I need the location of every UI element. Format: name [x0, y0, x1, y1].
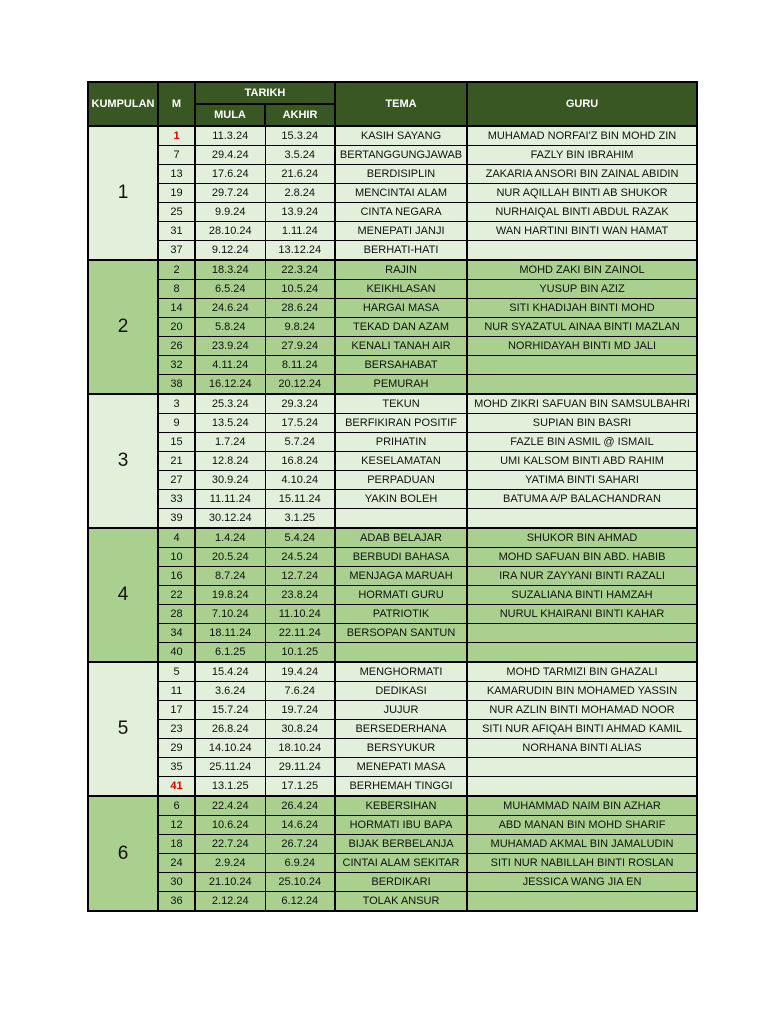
mula-cell: 21.10.24 — [195, 873, 265, 892]
tema-cell: PRIHATIN — [335, 433, 467, 452]
mula-cell: 17.6.24 — [195, 165, 265, 184]
mula-cell: 9.12.24 — [195, 241, 265, 261]
m-cell: 15 — [158, 433, 195, 452]
tema-cell: DEDIKASI — [335, 682, 467, 701]
table-row — [88, 548, 697, 567]
mula-cell: 7.10.24 — [195, 605, 265, 624]
guru-cell: MUHAMAD AKMAL BIN JAMALUDIN — [467, 835, 697, 854]
akhir-cell: 10.5.24 — [265, 280, 335, 299]
header-tema: TEMA — [335, 82, 467, 126]
table-row — [88, 682, 697, 701]
akhir-cell: 19.7.24 — [265, 701, 335, 720]
m-cell: 22 — [158, 586, 195, 605]
table-row — [88, 509, 697, 529]
m-cell: 8 — [158, 280, 195, 299]
guru-cell: MOHD ZIKRI SAFUAN BIN SAMSULBAHRI — [467, 394, 697, 414]
tema-cell: TEKUN — [335, 394, 467, 414]
guru-cell: SHUKOR BIN AHMAD — [467, 528, 697, 548]
akhir-cell: 25.10.24 — [265, 873, 335, 892]
guru-cell — [467, 643, 697, 663]
guru-cell — [467, 758, 697, 777]
header-tarikh: TARIKH — [195, 82, 335, 104]
table-row — [88, 433, 697, 452]
akhir-cell: 22.3.24 — [265, 260, 335, 280]
mula-cell: 20.5.24 — [195, 548, 265, 567]
kumpulan-cell: 3 — [88, 394, 158, 528]
table-row — [88, 643, 697, 663]
m-cell: 25 — [158, 203, 195, 222]
akhir-cell: 27.9.24 — [265, 337, 335, 356]
tema-cell: HORMATI IBU BAPA — [335, 816, 467, 835]
guru-cell: YUSUP BIN AZIZ — [467, 280, 697, 299]
table-row — [88, 701, 697, 720]
guru-cell: NURUL KHAIRANI BINTI KAHAR — [467, 605, 697, 624]
mula-cell: 15.4.24 — [195, 662, 265, 682]
mula-cell: 25.3.24 — [195, 394, 265, 414]
header-akhir: AKHIR — [265, 104, 335, 126]
table-row — [88, 528, 697, 548]
table-row — [88, 624, 697, 643]
header-mula: MULA — [195, 104, 265, 126]
m-cell: 12 — [158, 816, 195, 835]
table-row — [88, 720, 697, 739]
akhir-cell: 29.3.24 — [265, 394, 335, 414]
guru-cell: SITI NUR AFIQAH BINTI AHMAD KAMIL — [467, 720, 697, 739]
akhir-cell: 7.6.24 — [265, 682, 335, 701]
table-row — [88, 758, 697, 777]
mula-cell: 26.8.24 — [195, 720, 265, 739]
akhir-cell: 3.1.25 — [265, 509, 335, 529]
table-row — [88, 280, 697, 299]
table-row — [88, 299, 697, 318]
guru-cell: SUPIAN BIN BASRI — [467, 414, 697, 433]
akhir-cell: 4.10.24 — [265, 471, 335, 490]
tema-cell: BERSAHABAT — [335, 356, 467, 375]
guru-cell — [467, 777, 697, 797]
guru-cell: BATUMA A/P BALACHANDRAN — [467, 490, 697, 509]
tema-cell: KEBERSIHAN — [335, 796, 467, 816]
akhir-cell: 21.6.24 — [265, 165, 335, 184]
table-row — [88, 356, 697, 375]
table-row — [88, 146, 697, 165]
guru-cell: UMI KALSOM BINTI ABD RAHIM — [467, 452, 697, 471]
mula-cell: 22.4.24 — [195, 796, 265, 816]
header-guru: GURU — [467, 82, 697, 126]
guru-cell: FAZLE BIN ASMIL @ ISMAIL — [467, 433, 697, 452]
akhir-cell: 10.1.25 — [265, 643, 335, 663]
akhir-cell: 16.8.24 — [265, 452, 335, 471]
tema-cell: ADAB BELAJAR — [335, 528, 467, 548]
m-cell: 32 — [158, 356, 195, 375]
table-row — [88, 452, 697, 471]
guru-cell: JESSICA WANG JIA EN — [467, 873, 697, 892]
m-cell: 28 — [158, 605, 195, 624]
table-row — [88, 318, 697, 337]
mula-cell: 23.9.24 — [195, 337, 265, 356]
header-m: M — [158, 82, 195, 126]
guru-cell: MUHAMAD NORFAI'Z BIN MOHD ZIN — [467, 126, 697, 146]
m-cell: 14 — [158, 299, 195, 318]
mula-cell: 11.11.24 — [195, 490, 265, 509]
mula-cell: 13.1.25 — [195, 777, 265, 797]
guru-cell: IRA NUR ZAYYANI BINTI RAZALI — [467, 567, 697, 586]
tema-cell: MENCINTAI ALAM — [335, 184, 467, 203]
m-cell: 30 — [158, 873, 195, 892]
akhir-cell: 5.4.24 — [265, 528, 335, 548]
kumpulan-cell: 6 — [88, 796, 158, 911]
table-row — [88, 165, 697, 184]
akhir-cell: 17.5.24 — [265, 414, 335, 433]
tema-cell: HORMATI GURU — [335, 586, 467, 605]
guru-cell: WAN HARTINI BINTI WAN HAMAT — [467, 222, 697, 241]
guru-cell: FAZLY BIN IBRAHIM — [467, 146, 697, 165]
m-cell: 27 — [158, 471, 195, 490]
tema-cell: PATRIOTIK — [335, 605, 467, 624]
mula-cell: 11.3.24 — [195, 126, 265, 146]
m-cell: 4 — [158, 528, 195, 548]
mula-cell: 12.8.24 — [195, 452, 265, 471]
tema-cell: PERPADUAN — [335, 471, 467, 490]
table-row — [88, 241, 697, 261]
tema-cell: TEKAD DAN AZAM — [335, 318, 467, 337]
akhir-cell: 2.8.24 — [265, 184, 335, 203]
guru-cell: NURHAIQAL BINTI ABDUL RAZAK — [467, 203, 697, 222]
table-row — [88, 873, 697, 892]
akhir-cell: 24.5.24 — [265, 548, 335, 567]
akhir-cell: 13.9.24 — [265, 203, 335, 222]
akhir-cell: 26.4.24 — [265, 796, 335, 816]
m-cell: 33 — [158, 490, 195, 509]
guru-cell: ABD MANAN BIN MOHD SHARIF — [467, 816, 697, 835]
mula-cell: 19.8.24 — [195, 586, 265, 605]
table-row — [88, 184, 697, 203]
table-row — [88, 796, 697, 816]
mula-cell: 8.7.24 — [195, 567, 265, 586]
tema-cell: BERSYUKUR — [335, 739, 467, 758]
table-row — [88, 337, 697, 356]
m-cell: 19 — [158, 184, 195, 203]
tema-cell: BERBUDI BAHASA — [335, 548, 467, 567]
akhir-cell: 26.7.24 — [265, 835, 335, 854]
mula-cell: 3.6.24 — [195, 682, 265, 701]
tema-cell: MENGHORMATI — [335, 662, 467, 682]
m-cell: 39 — [158, 509, 195, 529]
tema-cell: BERDIKARI — [335, 873, 467, 892]
mula-cell: 18.11.24 — [195, 624, 265, 643]
table-row — [88, 835, 697, 854]
guru-cell — [467, 892, 697, 912]
guru-cell: SITI NUR NABILLAH BINTI ROSLAN — [467, 854, 697, 873]
akhir-cell: 1.11.24 — [265, 222, 335, 241]
mula-cell: 28.10.24 — [195, 222, 265, 241]
mula-cell: 18.3.24 — [195, 260, 265, 280]
m-cell: 10 — [158, 548, 195, 567]
akhir-cell: 22.11.24 — [265, 624, 335, 643]
tema-cell: KEIKHLASAN — [335, 280, 467, 299]
guru-cell: MOHD ZAKI BIN ZAINOL — [467, 260, 697, 280]
table-row — [88, 854, 697, 873]
mula-cell: 9.9.24 — [195, 203, 265, 222]
tema-cell: BERHEMAH TINGGI — [335, 777, 467, 797]
m-cell: 38 — [158, 375, 195, 395]
akhir-cell: 6.12.24 — [265, 892, 335, 912]
akhir-cell: 23.8.24 — [265, 586, 335, 605]
tema-cell: BERDISIPLIN — [335, 165, 467, 184]
tema-cell: BERHATI-HATI — [335, 241, 467, 261]
kumpulan-cell: 1 — [88, 126, 158, 260]
tema-cell: KENALI TANAH AIR — [335, 337, 467, 356]
table-row — [88, 739, 697, 758]
guru-cell: MUHAMMAD NAIM BIN AZHAR — [467, 796, 697, 816]
guru-cell: SUZALIANA BINTI HAMZAH — [467, 586, 697, 605]
m-cell: 35 — [158, 758, 195, 777]
tema-cell: JUJUR — [335, 701, 467, 720]
table-body — [88, 126, 697, 911]
m-cell: 23 — [158, 720, 195, 739]
tema-cell: MENJAGA MARUAH — [335, 567, 467, 586]
mula-cell: 2.9.24 — [195, 854, 265, 873]
mula-cell: 30.12.24 — [195, 509, 265, 529]
table-header — [88, 82, 697, 126]
m-cell: 16 — [158, 567, 195, 586]
mula-cell: 29.7.24 — [195, 184, 265, 203]
akhir-cell: 12.7.24 — [265, 567, 335, 586]
mula-cell: 10.6.24 — [195, 816, 265, 835]
mula-cell: 22.7.24 — [195, 835, 265, 854]
m-cell: 26 — [158, 337, 195, 356]
guru-cell: NORHANA BINTI ALIAS — [467, 739, 697, 758]
table-row — [88, 777, 697, 797]
mula-cell: 6.1.25 — [195, 643, 265, 663]
guru-cell — [467, 375, 697, 395]
header-kumpulan: KUMPULAN — [88, 82, 158, 126]
guru-cell: ZAKARIA ANSORI BIN ZAINAL ABIDIN — [467, 165, 697, 184]
tema-cell — [335, 509, 467, 529]
guru-cell: NUR AQILLAH BINTI AB SHUKOR — [467, 184, 697, 203]
table-row — [88, 260, 697, 280]
guru-cell: NUR AZLIN BINTI MOHAMAD NOOR — [467, 701, 697, 720]
akhir-cell: 15.3.24 — [265, 126, 335, 146]
guru-cell: YATIMA BINTI SAHARI — [467, 471, 697, 490]
tema-cell: BERTANGGUNGJAWAB — [335, 146, 467, 165]
guru-cell: NORHIDAYAH BINTI MD JALI — [467, 337, 697, 356]
mula-cell: 5.8.24 — [195, 318, 265, 337]
m-cell: 34 — [158, 624, 195, 643]
tema-cell: KASIH SAYANG — [335, 126, 467, 146]
akhir-cell: 3.5.24 — [265, 146, 335, 165]
m-cell: 31 — [158, 222, 195, 241]
mula-cell: 13.5.24 — [195, 414, 265, 433]
tema-cell: BERSOPAN SANTUN — [335, 624, 467, 643]
akhir-cell: 29.11.24 — [265, 758, 335, 777]
table-row — [88, 662, 697, 682]
schedule-table — [87, 81, 698, 912]
akhir-cell: 20.12.24 — [265, 375, 335, 395]
mula-cell: 14.10.24 — [195, 739, 265, 758]
m-cell: 7 — [158, 146, 195, 165]
akhir-cell: 9.8.24 — [265, 318, 335, 337]
akhir-cell: 11.10.24 — [265, 605, 335, 624]
kumpulan-cell: 5 — [88, 662, 158, 796]
table-row — [88, 375, 697, 395]
m-cell: 36 — [158, 892, 195, 912]
m-cell: 29 — [158, 739, 195, 758]
m-cell: 41 — [158, 777, 195, 797]
mula-cell: 4.11.24 — [195, 356, 265, 375]
tema-cell: KESELAMATAN — [335, 452, 467, 471]
m-cell: 18 — [158, 835, 195, 854]
tema-cell — [335, 643, 467, 663]
tema-cell: PEMURAH — [335, 375, 467, 395]
mula-cell: 24.6.24 — [195, 299, 265, 318]
tema-cell: MENEPATI MASA — [335, 758, 467, 777]
tema-cell: BIJAK BERBELANJA — [335, 835, 467, 854]
mula-cell: 30.9.24 — [195, 471, 265, 490]
m-cell: 11 — [158, 682, 195, 701]
akhir-cell: 13.12.24 — [265, 241, 335, 261]
m-cell: 2 — [158, 260, 195, 280]
guru-cell — [467, 241, 697, 261]
mula-cell: 2.12.24 — [195, 892, 265, 912]
akhir-cell: 28.6.24 — [265, 299, 335, 318]
table-row — [88, 414, 697, 433]
guru-cell — [467, 509, 697, 529]
tema-cell: CINTA NEGARA — [335, 203, 467, 222]
table-row — [88, 816, 697, 835]
m-cell: 1 — [158, 126, 195, 146]
m-cell: 24 — [158, 854, 195, 873]
kumpulan-cell: 2 — [88, 260, 158, 394]
table-row — [88, 567, 697, 586]
m-cell: 3 — [158, 394, 195, 414]
m-cell: 21 — [158, 452, 195, 471]
akhir-cell: 6.9.24 — [265, 854, 335, 873]
mula-cell: 1.4.24 — [195, 528, 265, 548]
tema-cell: RAJIN — [335, 260, 467, 280]
table-row — [88, 892, 697, 912]
m-cell: 17 — [158, 701, 195, 720]
m-cell: 13 — [158, 165, 195, 184]
akhir-cell: 5.7.24 — [265, 433, 335, 452]
tema-cell: CINTAI ALAM SEKITAR — [335, 854, 467, 873]
table-row — [88, 394, 697, 414]
tema-cell: BERFIKIRAN POSITIF — [335, 414, 467, 433]
mula-cell: 16.12.24 — [195, 375, 265, 395]
guru-cell: MOHD TARMIZI BIN GHAZALI — [467, 662, 697, 682]
tema-cell: MENEPATI JANJI — [335, 222, 467, 241]
kumpulan-cell: 4 — [88, 528, 158, 662]
akhir-cell: 30.8.24 — [265, 720, 335, 739]
akhir-cell: 14.6.24 — [265, 816, 335, 835]
guru-cell — [467, 356, 697, 375]
guru-cell: SITI KHADIJAH BINTI MOHD — [467, 299, 697, 318]
guru-cell: NUR SYAZATUL AINAA BINTI MAZLAN — [467, 318, 697, 337]
table-row — [88, 126, 697, 146]
mula-cell: 1.7.24 — [195, 433, 265, 452]
table-row — [88, 586, 697, 605]
m-cell: 20 — [158, 318, 195, 337]
m-cell: 5 — [158, 662, 195, 682]
tema-cell: YAKIN BOLEH — [335, 490, 467, 509]
m-cell: 9 — [158, 414, 195, 433]
akhir-cell: 17.1.25 — [265, 777, 335, 797]
mula-cell: 6.5.24 — [195, 280, 265, 299]
tema-cell: TOLAK ANSUR — [335, 892, 467, 912]
guru-cell — [467, 624, 697, 643]
tema-cell: BERSEDERHANA — [335, 720, 467, 739]
guru-cell: KAMARUDIN BIN MOHAMED YASSIN — [467, 682, 697, 701]
m-cell: 37 — [158, 241, 195, 261]
akhir-cell: 8.11.24 — [265, 356, 335, 375]
akhir-cell: 18.10.24 — [265, 739, 335, 758]
guru-cell: MOHD SAFUAN BIN ABD. HABIB — [467, 548, 697, 567]
m-cell: 6 — [158, 796, 195, 816]
akhir-cell: 19.4.24 — [265, 662, 335, 682]
table-row — [88, 471, 697, 490]
akhir-cell: 15.11.24 — [265, 490, 335, 509]
mula-cell: 15.7.24 — [195, 701, 265, 720]
mula-cell: 25.11.24 — [195, 758, 265, 777]
tema-cell: HARGAI MASA — [335, 299, 467, 318]
table-row — [88, 222, 697, 241]
m-cell: 40 — [158, 643, 195, 663]
mula-cell: 29.4.24 — [195, 146, 265, 165]
table-row — [88, 605, 697, 624]
table-row — [88, 490, 697, 509]
table-row — [88, 203, 697, 222]
